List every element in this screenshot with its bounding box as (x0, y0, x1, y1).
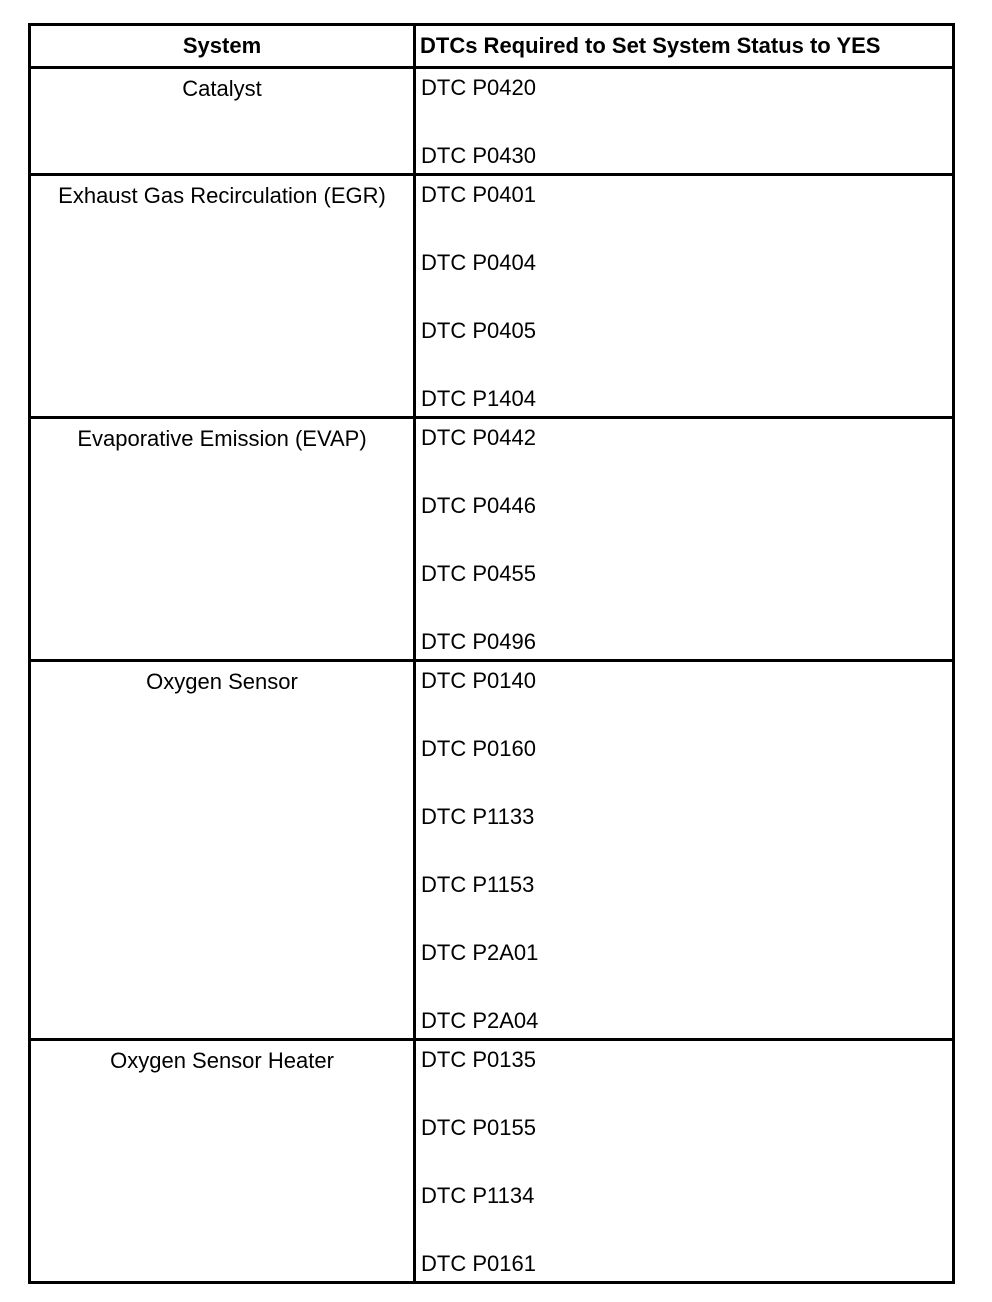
dtc-code: DTC P0135 (421, 1047, 536, 1072)
dtc-code: DTC P1134 (421, 1183, 535, 1208)
system-cell: Oxygen Sensor (30, 661, 415, 1040)
dtc-cell (415, 68, 954, 175)
dtc-code: DTC P0430 (421, 143, 536, 168)
table-row (30, 175, 954, 418)
dtc-cell (415, 661, 954, 1040)
dtc-code: DTC P0404 (421, 250, 536, 275)
dtc-code: DTC P0455 (421, 561, 536, 586)
header-dtcs: DTCs Required to Set System Status to YES (415, 25, 954, 68)
dtc-code: DTC P0442 (421, 425, 536, 450)
dtc-cell (415, 175, 954, 418)
dtc-cell (415, 418, 954, 661)
table-row (30, 1040, 954, 1283)
dtc-code: DTC P0420 (421, 75, 536, 100)
table-row (30, 68, 954, 175)
dtc-system-status-table (28, 23, 955, 1284)
table-row (30, 418, 954, 661)
table-body (30, 68, 954, 1283)
dtc-code: DTC P1133 (421, 804, 535, 829)
dtc-code: DTC P1404 (421, 386, 536, 411)
dtc-code: DTC P2A04 (421, 1008, 539, 1033)
table-row (30, 661, 954, 1040)
system-cell: Exhaust Gas Recirculation (EGR) (30, 175, 415, 418)
system-cell: Oxygen Sensor Heater (30, 1040, 415, 1283)
header-system: System (30, 25, 415, 68)
dtc-code: DTC P1153 (421, 872, 535, 897)
dtc-cell (415, 1040, 954, 1283)
dtc-code: DTC P0155 (421, 1115, 536, 1140)
system-cell: Evaporative Emission (EVAP) (30, 418, 415, 661)
dtc-code: DTC P0140 (421, 668, 536, 693)
dtc-code: DTC P2A01 (421, 940, 539, 965)
dtc-code: DTC P0496 (421, 629, 536, 654)
dtc-code: DTC P0401 (421, 182, 536, 207)
table-header-row (30, 25, 954, 68)
system-cell: Catalyst (30, 68, 415, 175)
dtc-code: DTC P0405 (421, 318, 536, 343)
dtc-code: DTC P0446 (421, 493, 536, 518)
dtc-code: DTC P0161 (421, 1251, 536, 1276)
dtc-code: DTC P0160 (421, 736, 536, 761)
